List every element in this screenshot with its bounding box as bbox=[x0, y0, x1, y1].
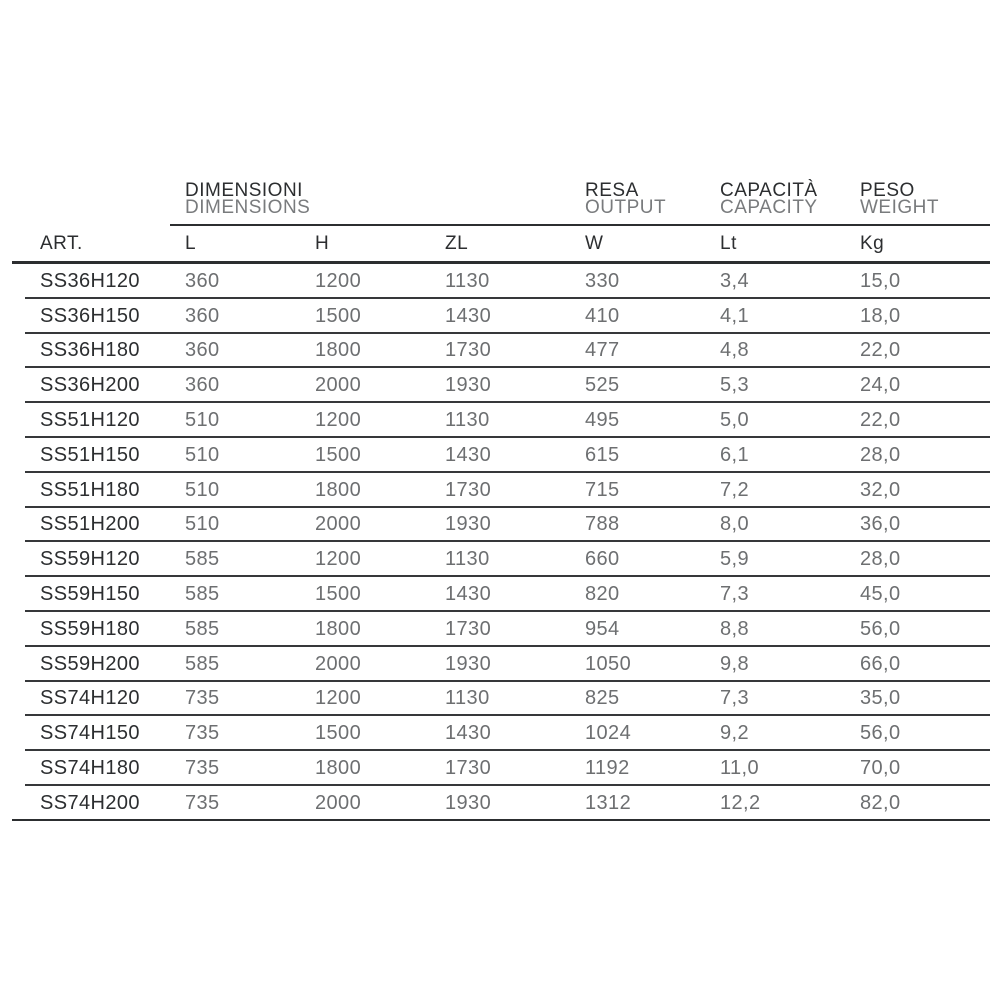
cell-lt: 4,1 bbox=[720, 304, 750, 327]
cell-art-code: SS36H150 bbox=[40, 304, 140, 327]
cell-zl: 1930 bbox=[445, 791, 492, 814]
group-title-capacity: CAPACITÀ bbox=[720, 180, 818, 201]
table-row bbox=[12, 368, 990, 403]
table-row bbox=[12, 612, 990, 647]
cell-w: 615 bbox=[585, 443, 620, 466]
group-title-dimensions: DIMENSIONI bbox=[185, 180, 303, 201]
cell-kg: 66,0 bbox=[860, 652, 901, 675]
cell-zl: 1730 bbox=[445, 757, 492, 780]
group-subtitle-output: OUTPUT bbox=[585, 197, 667, 218]
group-capacity bbox=[720, 182, 818, 216]
cell-lt: 8,0 bbox=[720, 513, 750, 536]
cell-kg: 36,0 bbox=[860, 513, 901, 536]
cell-zl: 1430 bbox=[445, 304, 492, 327]
cell-l: 585 bbox=[185, 548, 220, 571]
cell-kg: 28,0 bbox=[860, 443, 901, 466]
column-header-kg: Kg bbox=[860, 232, 885, 254]
cell-l: 360 bbox=[185, 374, 220, 397]
column-header-l: L bbox=[185, 232, 197, 254]
cell-h: 1500 bbox=[315, 443, 362, 466]
cell-l: 510 bbox=[185, 409, 220, 432]
cell-w: 330 bbox=[585, 269, 620, 292]
table-column-header-row bbox=[12, 226, 990, 264]
cell-kg: 28,0 bbox=[860, 548, 901, 571]
cell-lt: 9,8 bbox=[720, 652, 750, 675]
cell-h: 2000 bbox=[315, 791, 362, 814]
cell-kg: 35,0 bbox=[860, 687, 901, 710]
cell-l: 360 bbox=[185, 269, 220, 292]
cell-w: 477 bbox=[585, 339, 620, 362]
cell-l: 735 bbox=[185, 757, 220, 780]
group-title-output: RESA bbox=[585, 180, 639, 201]
cell-l: 735 bbox=[185, 722, 220, 745]
cell-art-code: SS59H200 bbox=[40, 652, 140, 675]
cell-w: 1192 bbox=[585, 757, 630, 780]
column-header-zl: ZL bbox=[445, 232, 469, 254]
cell-h: 2000 bbox=[315, 374, 362, 397]
cell-h: 2000 bbox=[315, 513, 362, 536]
group-weight bbox=[860, 182, 939, 216]
cell-zl: 1730 bbox=[445, 339, 492, 362]
table-group-header bbox=[12, 178, 990, 226]
cell-zl: 1130 bbox=[445, 687, 490, 710]
cell-art-code: SS36H120 bbox=[40, 269, 140, 292]
cell-w: 660 bbox=[585, 548, 620, 571]
cell-lt: 3,4 bbox=[720, 269, 750, 292]
cell-w: 1024 bbox=[585, 722, 632, 745]
cell-lt: 7,2 bbox=[720, 478, 750, 501]
cell-w: 1050 bbox=[585, 652, 632, 675]
cell-h: 2000 bbox=[315, 652, 362, 675]
cell-kg: 32,0 bbox=[860, 478, 901, 501]
cell-kg: 22,0 bbox=[860, 339, 901, 362]
cell-w: 1312 bbox=[585, 791, 632, 814]
cell-lt: 4,8 bbox=[720, 339, 750, 362]
cell-h: 1800 bbox=[315, 757, 362, 780]
cell-w: 495 bbox=[585, 409, 620, 432]
cell-zl: 1930 bbox=[445, 513, 492, 536]
cell-h: 1200 bbox=[315, 548, 362, 571]
cell-art-code: SS59H150 bbox=[40, 583, 140, 606]
cell-h: 1500 bbox=[315, 722, 362, 745]
table-row bbox=[12, 438, 990, 473]
cell-zl: 1730 bbox=[445, 478, 492, 501]
group-subtitle-dimensions: DIMENSIONS bbox=[185, 197, 311, 218]
cell-l: 360 bbox=[185, 339, 220, 362]
cell-art-code: SS59H180 bbox=[40, 617, 140, 640]
table-row bbox=[12, 682, 990, 717]
cell-lt: 9,2 bbox=[720, 722, 750, 745]
cell-lt: 11,0 bbox=[720, 757, 760, 780]
table-row bbox=[12, 647, 990, 682]
cell-zl: 1930 bbox=[445, 652, 492, 675]
cell-kg: 22,0 bbox=[860, 409, 901, 432]
column-header-h: H bbox=[315, 232, 330, 254]
group-dimensions bbox=[185, 182, 310, 216]
group-title-weight: PESO bbox=[860, 180, 915, 201]
cell-zl: 1430 bbox=[445, 583, 492, 606]
cell-w: 525 bbox=[585, 374, 620, 397]
cell-w: 820 bbox=[585, 583, 620, 606]
cell-l: 585 bbox=[185, 652, 220, 675]
cell-h: 1200 bbox=[315, 409, 362, 432]
cell-zl: 1130 bbox=[445, 269, 490, 292]
cell-art-code: SS74H180 bbox=[40, 757, 140, 780]
group-header-rule bbox=[170, 224, 990, 226]
cell-art-code: SS51H120 bbox=[40, 409, 140, 432]
cell-lt: 5,0 bbox=[720, 409, 750, 432]
cell-lt: 5,3 bbox=[720, 374, 750, 397]
cell-lt: 6,1 bbox=[720, 443, 750, 466]
cell-art-code: SS51H200 bbox=[40, 513, 140, 536]
cell-l: 735 bbox=[185, 687, 220, 710]
cell-w: 954 bbox=[585, 617, 620, 640]
cell-lt: 7,3 bbox=[720, 583, 750, 606]
table-row bbox=[12, 299, 990, 334]
cell-kg: 82,0 bbox=[860, 791, 901, 814]
column-header-art: ART. bbox=[40, 232, 83, 254]
cell-art-code: SS51H150 bbox=[40, 443, 140, 466]
group-subtitle-capacity: CAPACITY bbox=[720, 197, 818, 218]
group-output bbox=[585, 182, 666, 216]
cell-zl: 1430 bbox=[445, 443, 492, 466]
cell-lt: 8,8 bbox=[720, 617, 750, 640]
cell-zl: 1430 bbox=[445, 722, 492, 745]
cell-kg: 15,0 bbox=[860, 269, 901, 292]
cell-h: 1200 bbox=[315, 269, 362, 292]
table-row bbox=[12, 473, 990, 508]
cell-l: 510 bbox=[185, 443, 220, 466]
cell-zl: 1130 bbox=[445, 548, 490, 571]
cell-h: 1800 bbox=[315, 478, 362, 501]
cell-kg: 56,0 bbox=[860, 617, 901, 640]
cell-art-code: SS36H180 bbox=[40, 339, 140, 362]
cell-art-code: SS74H120 bbox=[40, 687, 140, 710]
table-row bbox=[12, 786, 990, 821]
cell-h: 1500 bbox=[315, 304, 362, 327]
cell-art-code: SS51H180 bbox=[40, 478, 140, 501]
cell-kg: 18,0 bbox=[860, 304, 901, 327]
cell-zl: 1130 bbox=[445, 409, 490, 432]
cell-zl: 1930 bbox=[445, 374, 492, 397]
column-header-lt: Lt bbox=[720, 232, 737, 254]
cell-zl: 1730 bbox=[445, 617, 492, 640]
cell-w: 410 bbox=[585, 304, 620, 327]
cell-w: 788 bbox=[585, 513, 620, 536]
cell-l: 735 bbox=[185, 791, 220, 814]
product-spec-table bbox=[12, 178, 990, 821]
column-header-w: W bbox=[585, 232, 604, 254]
cell-kg: 24,0 bbox=[860, 374, 901, 397]
cell-l: 360 bbox=[185, 304, 220, 327]
table-row bbox=[12, 577, 990, 612]
cell-lt: 5,9 bbox=[720, 548, 750, 571]
group-subtitle-weight: WEIGHT bbox=[860, 197, 939, 218]
cell-art-code: SS74H200 bbox=[40, 791, 140, 814]
cell-lt: 12,2 bbox=[720, 791, 761, 814]
table-row bbox=[12, 264, 990, 299]
table-row bbox=[12, 403, 990, 438]
cell-h: 1500 bbox=[315, 583, 362, 606]
table-row bbox=[12, 751, 990, 786]
cell-w: 715 bbox=[585, 478, 620, 501]
cell-art-code: SS59H120 bbox=[40, 548, 140, 571]
table-row bbox=[12, 508, 990, 543]
cell-l: 510 bbox=[185, 513, 220, 536]
cell-kg: 56,0 bbox=[860, 722, 901, 745]
cell-l: 585 bbox=[185, 617, 220, 640]
table-row bbox=[12, 542, 990, 577]
cell-h: 1200 bbox=[315, 687, 362, 710]
table-row bbox=[12, 334, 990, 369]
cell-art-code: SS74H150 bbox=[40, 722, 140, 745]
cell-l: 585 bbox=[185, 583, 220, 606]
cell-h: 1800 bbox=[315, 339, 362, 362]
cell-art-code: SS36H200 bbox=[40, 374, 140, 397]
table-row bbox=[12, 716, 990, 751]
cell-w: 825 bbox=[585, 687, 620, 710]
cell-kg: 70,0 bbox=[860, 757, 901, 780]
cell-lt: 7,3 bbox=[720, 687, 750, 710]
cell-kg: 45,0 bbox=[860, 583, 901, 606]
cell-l: 510 bbox=[185, 478, 220, 501]
table-body bbox=[12, 264, 990, 821]
cell-h: 1800 bbox=[315, 617, 362, 640]
